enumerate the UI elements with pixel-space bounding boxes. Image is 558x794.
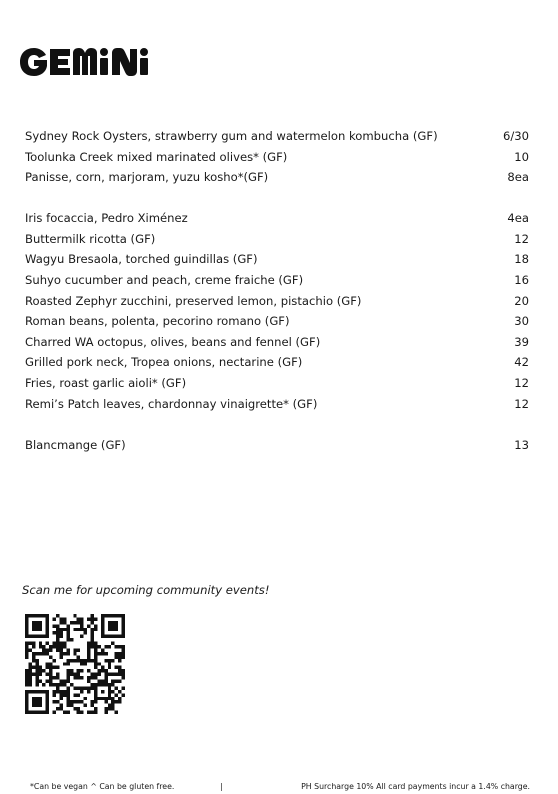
menu-item [25,394,529,415]
menu-item-name: Roman beans, polenta, pecorino romano (GF) [25,314,290,329]
qr-code-icon [25,614,125,714]
brand-logo [20,46,186,78]
menu-item-name: Wagyu Bresaola, torched guindillas (GF) [25,252,258,267]
menu-item-price: 16 [514,273,529,288]
menu-section-dessert [25,435,529,456]
menu-item-price: 20 [514,293,529,308]
menu-item-name: Roasted Zephyr zucchini, preserved lemon, pistachio (GF) [25,293,362,308]
menu-item [25,435,529,456]
menu-item-price: 39 [514,334,529,349]
menu-item-name: Buttermilk ricotta (GF) [25,231,156,246]
menu-item [25,291,529,312]
menu-item-name: Panisse, corn, marjoram, yuzu kosho*(GF) [25,170,269,185]
scan-prompt: Scan me for upcoming community events! [22,583,270,597]
menu-item-price: 6/30 [502,129,529,143]
footer-divider: | [220,782,223,791]
menu-list [25,126,529,455]
menu-item-price: 30 [514,314,529,329]
menu-item-name: Fries, roast garlic aioli* (GF) [25,376,187,391]
menu-item [25,270,529,291]
menu-item [25,249,529,270]
menu-item-price: 12 [514,231,529,246]
menu-item-price: 12 [514,396,529,411]
menu-item-price: 42 [514,355,529,370]
menu-item-price: 13 [514,437,529,452]
menu-item-name: Blancmange (GF) [25,437,126,452]
menu-item [25,352,529,373]
footer-surcharge: PH Surcharge 10% All card payments incur a 1.4% charge. [301,782,530,791]
menu-item-price: 4ea [507,211,529,226]
menu-item [25,167,529,188]
footer-notes: *Can be vegan ^ Can be gluten free. [30,782,175,791]
menu-section-starters [25,126,529,188]
menu-item [25,126,529,147]
menu-item-name: Charred WA octopus, olives, beans and fennel (GF) [25,334,321,349]
menu-item-name: Iris focaccia, Pedro Ximénez [25,211,188,226]
qr-code[interactable] [25,614,125,714]
menu-item-name: Toolunka Creek mixed marinated olives* (GF) [25,149,288,164]
menu-item-name: Suhyo cucumber and peach, creme fraiche (GF) [25,273,304,288]
menu-item [25,332,529,353]
menu-item-price: 12 [514,376,529,391]
menu-item-price: 8ea [507,170,529,185]
menu-item-name: Remi’s Patch leaves, chardonnay vinaigrette* (GF) [25,396,318,411]
menu-section-mains [25,208,529,414]
menu-item [25,208,529,229]
menu-item [25,229,529,250]
menu-item-price: 10 [514,149,529,164]
gemini-logo-icon [20,47,186,77]
menu-item [25,147,529,168]
menu-item-name: Grilled pork neck, Tropea onions, nectarine (GF) [25,355,303,370]
menu-item-name: Sydney Rock Oysters, strawberry gum and watermelon kombucha (GF) [25,129,438,143]
menu-item [25,311,529,332]
menu-item [25,373,529,394]
menu-item-price: 18 [514,252,529,267]
